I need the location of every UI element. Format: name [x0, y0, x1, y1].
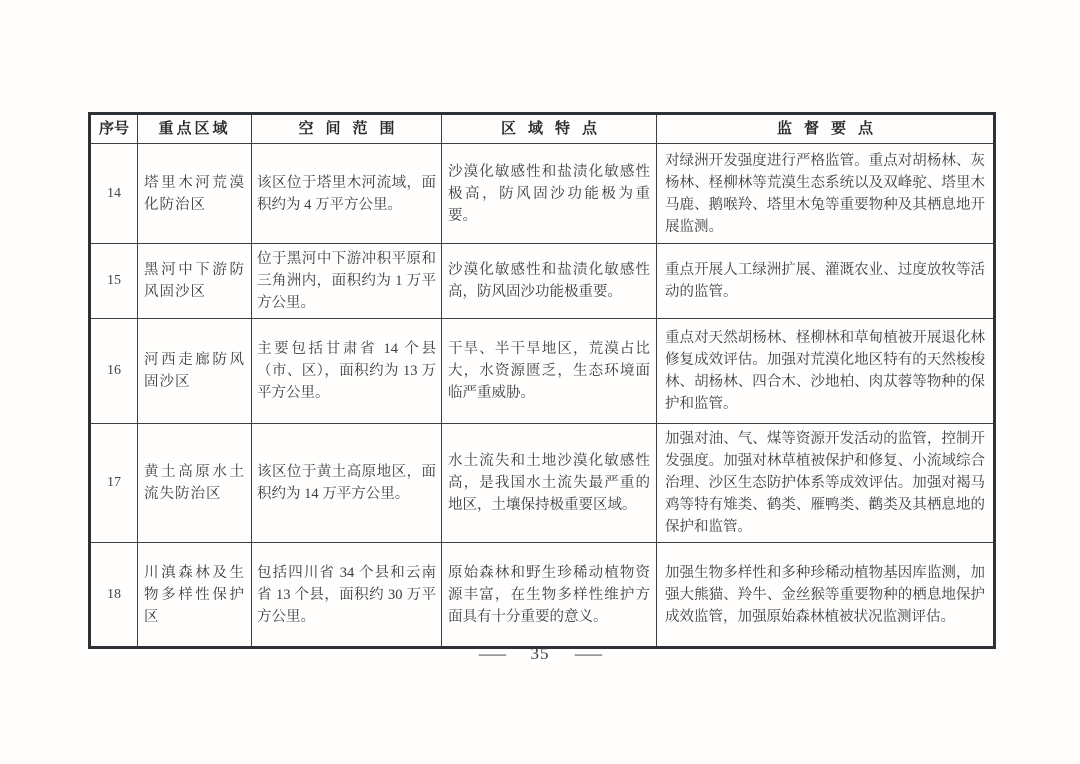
cell-key-area: 黄土高原水土流失防治区 [138, 424, 252, 543]
cell-key-area: 河西走廊防风固沙区 [138, 319, 252, 424]
cell-scope: 该区位于塔里木河流域，面积约为 4 万平方公里。 [252, 144, 442, 244]
cell-key-area: 塔里木河荒漠化防治区 [138, 144, 252, 244]
cell-index: 17 [90, 424, 138, 543]
cell-scope: 包括四川省 34 个县和云南省 13 个县，面积约 30 万平方公里。 [252, 543, 442, 648]
cell-supervision: 重点对天然胡杨林、柽柳林和草甸植被开展退化林修复成效评估。加强对荒漠化地区特有的天然梭梭林、胡杨林、四合木、沙地柏、肉苁蓉等物种的保护和监管。 [657, 319, 995, 424]
table-row [90, 319, 995, 424]
cell-supervision: 加强生物多样性和多种珍稀动植物基因库监测，加强大熊猫、羚牛、金丝猴等重要物种的栖息地保护成效监管，加强原始森林植被状况监测评估。 [657, 543, 995, 648]
table-row [90, 424, 995, 543]
table-row [90, 244, 995, 319]
cell-features: 原始森林和野生珍稀动植物资源丰富，在生物多样性维护方面具有十分重要的意义。 [442, 543, 657, 648]
cell-features: 沙漠化敏感性和盐渍化敏感性高，防风固沙功能极重要。 [442, 244, 657, 319]
col-header-key-area: 重点区域 [138, 114, 252, 144]
cell-features: 水土流失和土地沙漠化敏感性高，是我国水土流失最严重的地区，土壤保持极重要区域。 [442, 424, 657, 543]
cell-features: 沙漠化敏感性和盐渍化敏感性极高，防风固沙功能极为重要。 [442, 144, 657, 244]
page-number-dash-left: — [478, 644, 506, 663]
cell-scope: 位于黑河中下游冲积平原和三角洲内，面积约为 1 万平方公里。 [252, 244, 442, 319]
page-number-dash-right: — [574, 644, 602, 663]
cell-features: 干旱、半干旱地区，荒漠占比大，水资源匮乏，生态环境面临严重威胁。 [442, 319, 657, 424]
col-header-index: 序号 [90, 114, 138, 144]
cell-key-area: 川滇森林及生物多样性保护区 [138, 543, 252, 648]
cell-supervision: 加强对油、气、煤等资源开发活动的监管，控制开发强度。加强对林草植被保护和修复、小流域综合治理、沙区生态防护体系等成效评估。加强对褐马鸡等特有雉类、鹤类、雁鸭类、鹳类及其栖息地的保护和监管。 [657, 424, 995, 543]
table-row [90, 144, 995, 244]
table-header-row [90, 114, 995, 144]
cell-index: 15 [90, 244, 138, 319]
cell-scope: 主要包括甘肃省 14 个县（市、区），面积约为 13 万平方公里。 [252, 319, 442, 424]
cell-scope: 该区位于黄土高原地区，面积约为 14 万平方公里。 [252, 424, 442, 543]
cell-index: 18 [90, 543, 138, 648]
page-number [0, 644, 1080, 664]
col-header-spatial-scope: 空间范围 [252, 114, 442, 144]
col-header-supervision-points: 监督要点 [657, 114, 995, 144]
cell-key-area: 黑河中下游防风固沙区 [138, 244, 252, 319]
page-number-value: 35 [530, 644, 550, 663]
col-header-regional-features: 区域特点 [442, 114, 657, 144]
cell-supervision: 对绿洲开发强度进行严格监管。重点对胡杨林、灰杨林、柽柳林等荒漠生态系统以及双峰驼、塔里木马鹿、鹅喉羚、塔里木兔等重要物种及其栖息地开展监测。 [657, 144, 995, 244]
cell-supervision: 重点开展人工绿洲扩展、灌溉农业、过度放牧等活动的监管。 [657, 244, 995, 319]
key-areas-table [88, 112, 996, 649]
table-row [90, 543, 995, 648]
cell-index: 16 [90, 319, 138, 424]
cell-index: 14 [90, 144, 138, 244]
